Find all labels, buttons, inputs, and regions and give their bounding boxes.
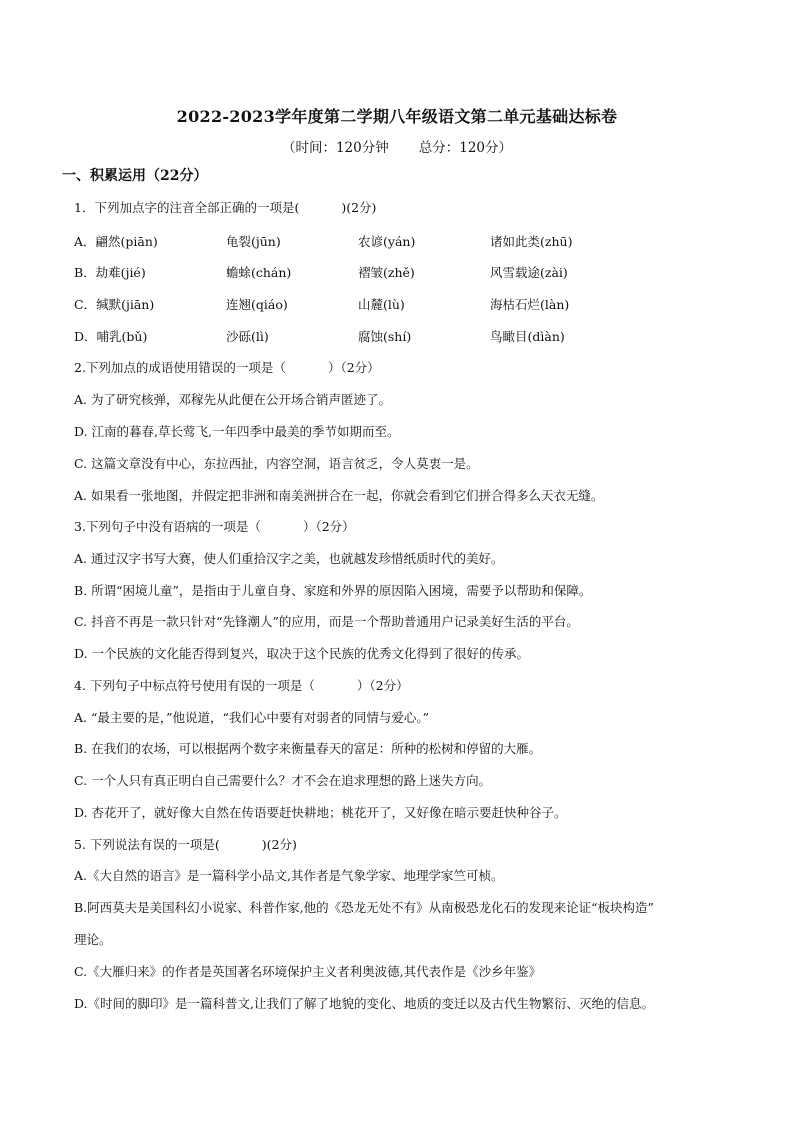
- question-2-option: A. 如果看一张地图，并假定把非洲和南美洲拼合在一起，你就会看到它们拼合得多么天衣无缝。: [74, 488, 604, 503]
- question-3-option: D. 一个民族的文化能否得到复兴，取决于这个民族的优秀文化得到了很好的传承。: [74, 646, 530, 661]
- option-text: 诸如此类(zhū): [490, 234, 573, 249]
- option-text: C．缄默(jiān): [74, 297, 155, 312]
- option-text: 风雪载途(zài): [490, 265, 568, 280]
- question-2-stem: 2.下列加点的成语使用错误的一项是（ ）（2分）: [74, 360, 380, 375]
- question-3-option: C. 抖音不再是一款只针对“先锋潮人”的应用，而是一个帮助普通用户记录美好生活的平台。: [74, 614, 579, 629]
- option-text: 连翘(qiáo): [226, 297, 288, 312]
- option-text: 海枯石烂(làn): [490, 297, 570, 312]
- option-text: 腐蚀(shí): [358, 329, 412, 344]
- question-1-stem: 1．下列加点字的注音全部正确的一项是( )(2分): [74, 200, 377, 215]
- option-text: 蟾蜍(chán): [226, 265, 292, 280]
- question-5-option: D.《时间的脚印》是一篇科普文,让我们了解了地貌的变化、地质的变迁以及古代生物繁衍、灭绝的信息。: [74, 996, 655, 1011]
- question-4-option: C. 一个人只有真正明白自己需要什么？才不会在追求理想的路上迷失方向。: [74, 773, 492, 788]
- question-4-option: A. “最主要的是，”他说道，“我们心中要有对弱者的同情与爱心。”: [74, 710, 430, 725]
- question-5-stem: 5. 下列说法有误的一项是( )(2分): [74, 837, 297, 852]
- section-heading: 一、积累运用（22分）: [62, 168, 208, 184]
- option-text: D．哺乳(bǔ): [74, 329, 148, 344]
- question-3-option: A. 通过汉字书写大赛，使人们重拾汉字之美，也就越发珍惜纸质时代的美好。: [74, 551, 504, 566]
- time-limit: （时间：120分钟: [281, 140, 389, 156]
- option-text: 沙砾(lì): [226, 329, 269, 344]
- question-3-option: B. 所谓“困境儿童”，是指由于儿童自身、家庭和外界的原因陷入困境，需要予以帮助和保障。: [74, 583, 592, 598]
- question-2-option: C. 这篇文章没有中心，东拉西扯，内容空洞，语言贫乏，令人莫衷一是。: [74, 456, 479, 471]
- exam-subtitle: [0, 136, 794, 156]
- question-2-option: D. 江南的暮春,草长莺飞,一年四季中最美的季节如期而至。: [74, 424, 400, 439]
- question-2-option: A. 为了研究核弹，邓稼先从此便在公开场合销声匿迹了。: [74, 392, 391, 407]
- option-text: 鸟瞰目(dìàn): [490, 329, 565, 344]
- exam-title: 2022-2023学年度第二学期八年级语文第二单元基础达标卷: [176, 107, 618, 126]
- question-5-option: A.《大自然的语言》是一篇科学小品文,其作者是气象学家、地理学家竺可桢。: [74, 868, 504, 883]
- question-4-option: D. 杏花开了，就好像大自然在传语要赶快耕地；桃花开了，又好像在暗示要赶快种谷子。: [74, 805, 567, 820]
- option-text: A．翩然(piān): [74, 234, 158, 249]
- question-5-option: C.《大雁归来》的作者是英国著名环境保护主义者利奥波德,其代表作是《沙乡年鉴》: [74, 964, 542, 979]
- option-text: 农谚(yán): [358, 234, 416, 249]
- question-4-option: B. 在我们的农场，可以根据两个数字来衡量春天的富足：所种的松树和停留的大雁。: [74, 741, 542, 756]
- option-text: 龟裂(jūn): [226, 234, 281, 249]
- option-text: 褶皱(zhě): [358, 265, 415, 280]
- question-3-stem: 3.下列句子中没有语病的一项是（ ）（2分）: [74, 519, 355, 534]
- option-text: B．劫难(jié): [74, 265, 146, 280]
- question-5-option: B.阿西莫夫是美国科幻小说家、科普作家,他的《恐龙无处不有》从南极恐龙化石的发现来论证“板块构造”: [74, 900, 654, 915]
- question-4-stem: 4. 下列句子中标点符号使用有误的一项是（ ）（2分）: [74, 678, 409, 693]
- question-5-option-continued: 理论。: [74, 932, 112, 947]
- option-text: 山麓(lù): [358, 297, 405, 312]
- total-score: 总分：120分）: [418, 140, 513, 156]
